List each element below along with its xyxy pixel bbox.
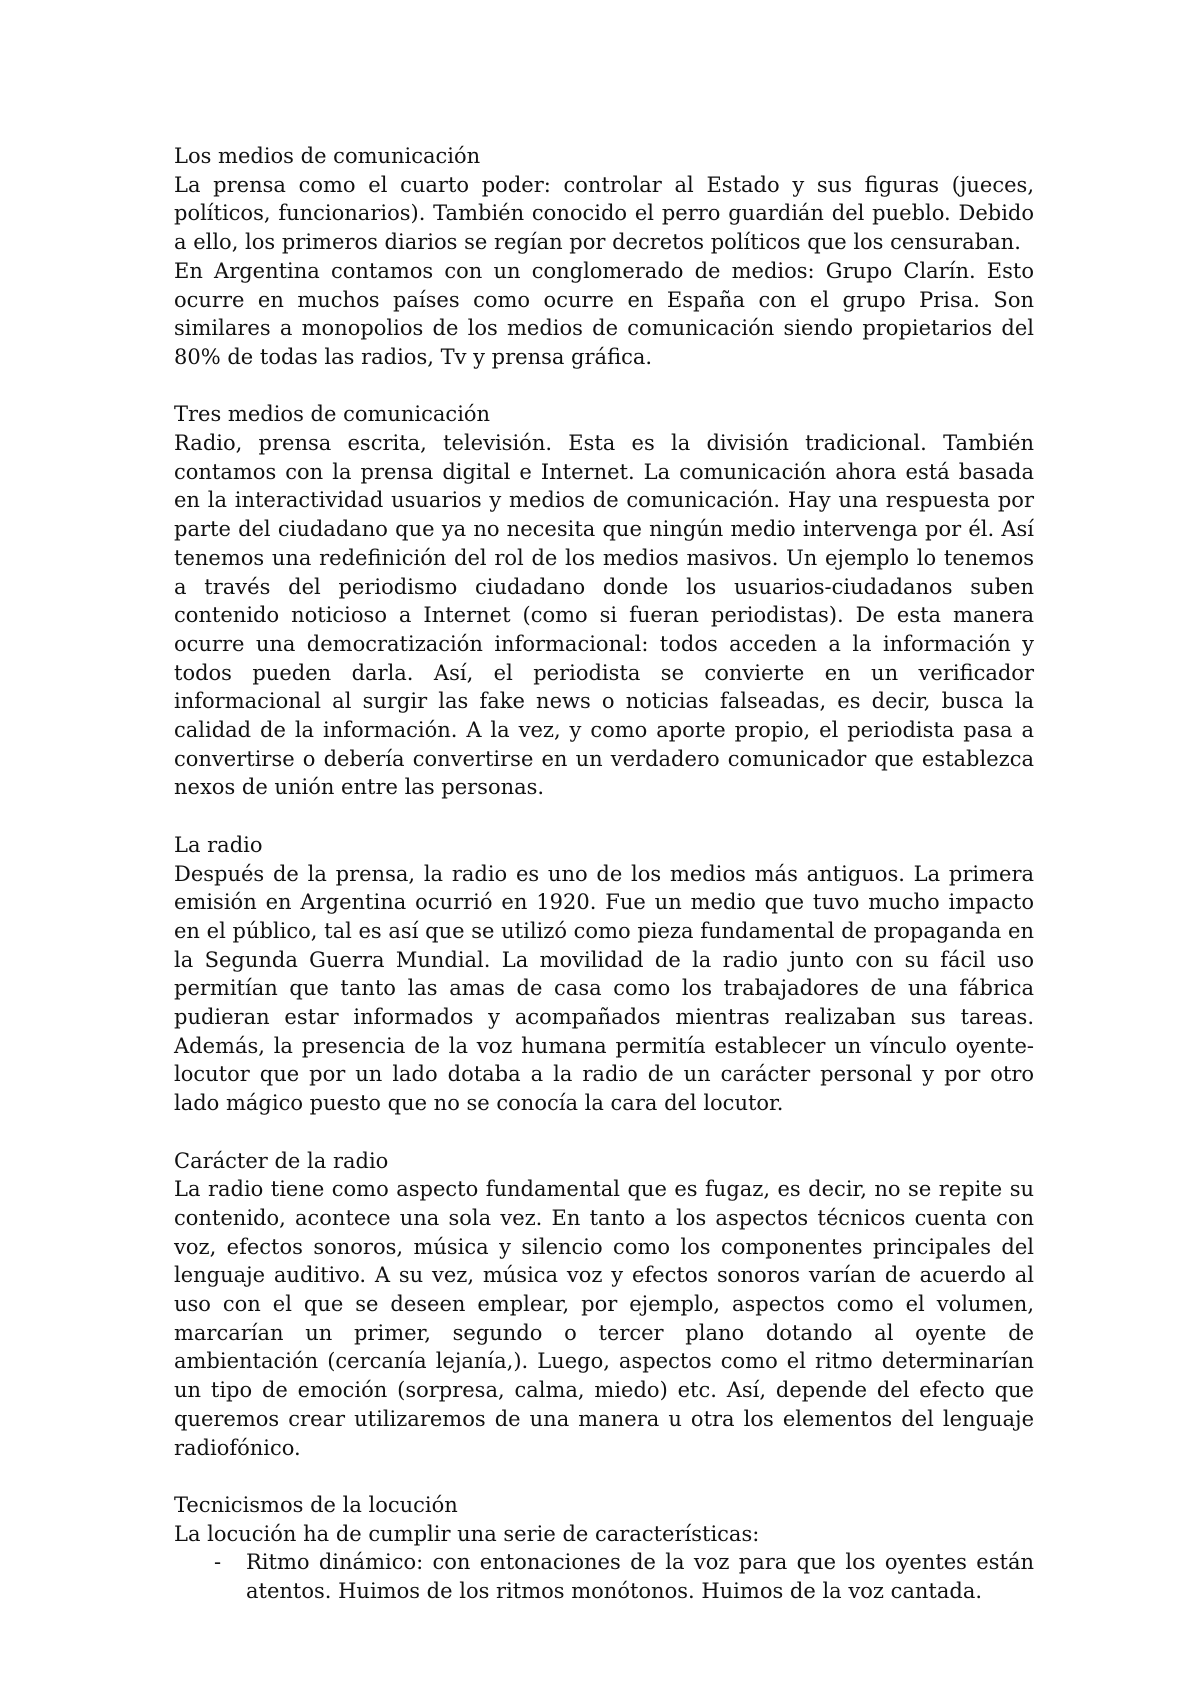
section-caracter-de-la-radio	[174, 1147, 1034, 1463]
paragraph: La locución ha de cumplir una serie de características:	[174, 1521, 760, 1546]
section-heading: Tres medios de comunicación	[174, 402, 491, 427]
paragraph: Radio, prensa escrita, televisión. Esta es la división tradicional. También contamos con la prensa digital e Internet. La comunicación ahora está basada en la interactividad usuarios y medios de comunicación. Hay una respuesta por parte del ciudadano que ya no necesita que ningún medio intervenga por él. Así tenemos una redefinición del rol de los medios masivos. Un ejemplo lo tenemos a través del periodismo ciudadano donde los usuarios-ciudadanos suben contenido noticioso a Internet (como si fueran periodistas). De esta manera ocurre una democratización informacional: todos acceden a la información y todos pueden darla. Así, el periodista se convierte en un verificador informacional al surgir las fake news o noticias falseadas, es decir, busca la calidad de la información. A la vez, y como aporte propio, el periodista pasa a convertirse o debería convertirse en un verdadero comunicador que establezca nexos de unión entre las personas.	[174, 431, 1034, 800]
section-heading: La radio	[174, 832, 263, 857]
section-heading: Carácter de la radio	[174, 1148, 389, 1173]
section-la-radio	[174, 831, 1034, 1118]
section-tecnicismos-locucion	[174, 1491, 1034, 1606]
list-item-text: Ritmo dinámico: con entonaciones de la voz para que los oyentes están atentos. Huimos de los ritmos monótonos. Huimos de la voz cantada.	[246, 1550, 1034, 1604]
paragraph: La radio tiene como aspecto fundamental que es fugaz, es decir, no se repite su contenido, acontece una sola vez. En tanto a los aspectos técnicos cuenta con voz, efectos sonoros, música y silencio como los componentes principales del lenguaje auditivo. A su vez, música voz y efectos sonoros varían de acuerdo al uso con el que se deseen emplear, por ejemplo, aspectos como el volumen, marcarían un primer, segundo o tercer plano dotando al oyente de ambientación (cercanía lejanía,). Luego, aspectos como el ritmo determinarían un tipo de emoción (sorpresa, calma, miedo) etc. Así, depende del efecto que queremos crear utilizaremos de una manera u otra los elementos del lenguaje radiofónico.	[174, 1177, 1034, 1460]
list-item	[174, 1548, 1034, 1605]
paragraph: Después de la prensa, la radio es uno de los medios más antiguos. La primera emisión en Argentina ocurrió en 1920. Fue un medio que tuvo mucho impacto en el público, tal es así que se utilizó como pieza fundamental de propaganda en la Segunda Guerra Mundial. La movilidad de la radio junto con su fácil uso permitían que tanto las amas de casa como los trabajadores de una fábrica pudieran estar informados y acompañados mientras realizaban sus tareas. Además, la presencia de la voz humana permitía establecer un vínculo oyente-locutor que por un lado dotaba a la radio de un carácter personal y por otro lado mágico puesto que no se conocía la cara del locutor.	[174, 861, 1034, 1116]
document-body	[174, 142, 1034, 1606]
section-tres-medios	[174, 400, 1034, 802]
section-heading: Tecnicismos de la locución	[174, 1492, 458, 1517]
bullet-list	[174, 1548, 1034, 1605]
paragraph: La prensa como el cuarto poder: controlar al Estado y sus figuras (jueces, políticos, funcionarios). También conocido el perro guardián del pueblo. Debido a ello, los primeros diarios se regían por decretos políticos que los censuraban.	[174, 172, 1034, 255]
dash-bullet-icon: -	[214, 1550, 222, 1575]
section-heading: Los medios de comunicación	[174, 144, 481, 168]
section-medios-de-comunicacion	[174, 142, 1034, 372]
paragraph: En Argentina contamos con un conglomerado de medios: Grupo Clarín. Esto ocurre en muchos países como ocurre en España con el grupo Prisa. Son similares a monopolios de los medios de comunicación siendo propietarios del 80% de todas las radios, Tv y prensa gráfica.	[174, 258, 1034, 369]
